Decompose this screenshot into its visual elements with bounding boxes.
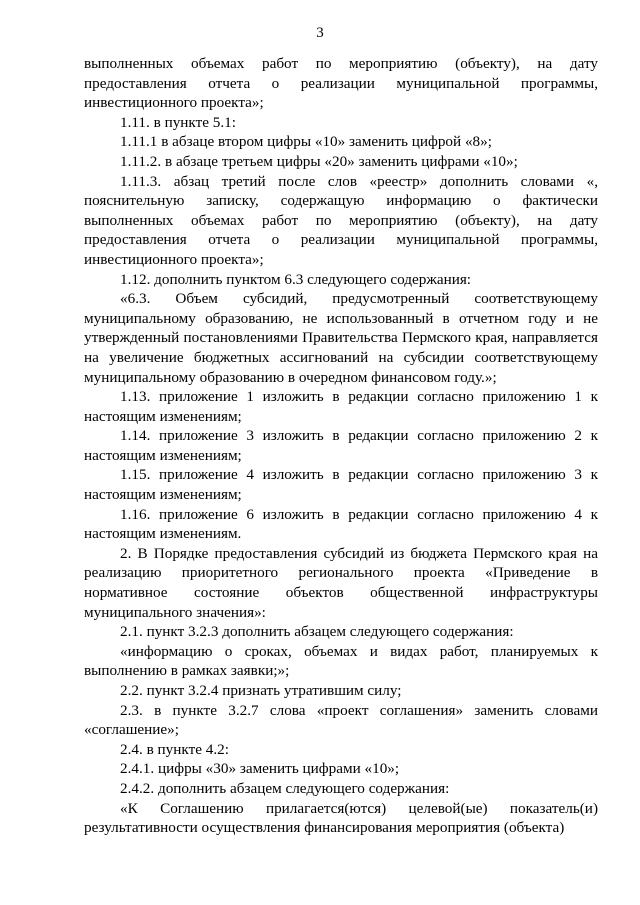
paragraph-2-1-quote: «информацию о сроках, объемах и видах работ, планируемых к выполнению в рамках заявки;»; <box>84 642 598 680</box>
paragraph-1-11: 1.11. в пункте 5.1: <box>120 113 236 131</box>
paragraph-2: 2. В Порядке предоставления субсидий из бюджета Пермского края на реализацию приоритетного регионального проекта «Приведение в нормативное состояние объектов общественной инфраструктуры муниципального значения»: <box>84 544 598 621</box>
paragraph-1-11-2: 1.11.2. в абзаце третьем цифры «20» заменить цифрами «10»; <box>120 152 518 170</box>
paragraph-1-11-1: 1.11.1 в абзаце втором цифры «10» заменить цифрой «8»; <box>120 133 492 151</box>
document-body <box>84 54 598 838</box>
paragraph-2-3: 2.3. в пункте 3.2.7 слова «проект соглашения» заменить словами «соглашение»; <box>84 701 598 739</box>
paragraph-2-4-2: 2.4.2. дополнить абзацем следующего содержания: <box>120 779 450 797</box>
paragraph-2-4: 2.4. в пункте 4.2: <box>120 740 229 758</box>
paragraph-2-4-1: 2.4.1. цифры «30» заменить цифрами «10»; <box>120 760 400 778</box>
page-number: 3 <box>316 25 324 41</box>
paragraph-1-16: 1.16. приложение 6 изложить в редакции согласно приложению 4 к настоящим изменениям. <box>84 505 598 543</box>
paragraph-1-12: 1.12. дополнить пунктом 6.3 следующего содержания: <box>120 270 472 288</box>
paragraph-continuation: выполненных объемах работ по мероприятию (объекту), на дату предоставления отчета о реализации муниципальной программы, инвестиционного проекта»; <box>84 55 598 112</box>
paragraph-2-4-2-quote: «К Соглашению прилагается(ются) целевой(ые) показатель(и) результативности осуществления финансирования мероприятия (объекта) <box>84 799 598 837</box>
paragraph-1-11-3: 1.11.3. абзац третий после слов «реестр» дополнить словами «, пояснительную записку, содержащую информацию о фактически выполненных объемах работ по мероприятию (объекту), на дату предоставления отчета о реализации муниципальной программы, инвестиционного проекта»; <box>84 172 598 268</box>
paragraph-2-2: 2.2. пункт 3.2.4 признать утратившим силу; <box>120 682 402 699</box>
paragraph-6-3: «6.3. Объем субсидий, предусмотренный соответствующему муниципальному образованию, не использованный в отчетном году и не утвержденный постановлениями Правительства Пермского края, направляется на увеличение бюджетных ассигнований на субсидии соответствующему муниципальному образованию в очередном финансовом году.»; <box>84 290 598 386</box>
paragraph-1-13: 1.13. приложение 1 изложить в редакции согласно приложению 1 к настоящим изменениям; <box>84 388 598 425</box>
paragraph-1-15: 1.15. приложение 4 изложить в редакции согласно приложению 3 к настоящим изменениям; <box>84 466 598 504</box>
paragraph-2-1: 2.1. пункт 3.2.3 дополнить абзацем следующего содержания: <box>120 623 514 641</box>
paragraph-1-14: 1.14. приложение 3 изложить в редакции согласно приложению 2 к настоящим изменениям; <box>84 427 598 464</box>
